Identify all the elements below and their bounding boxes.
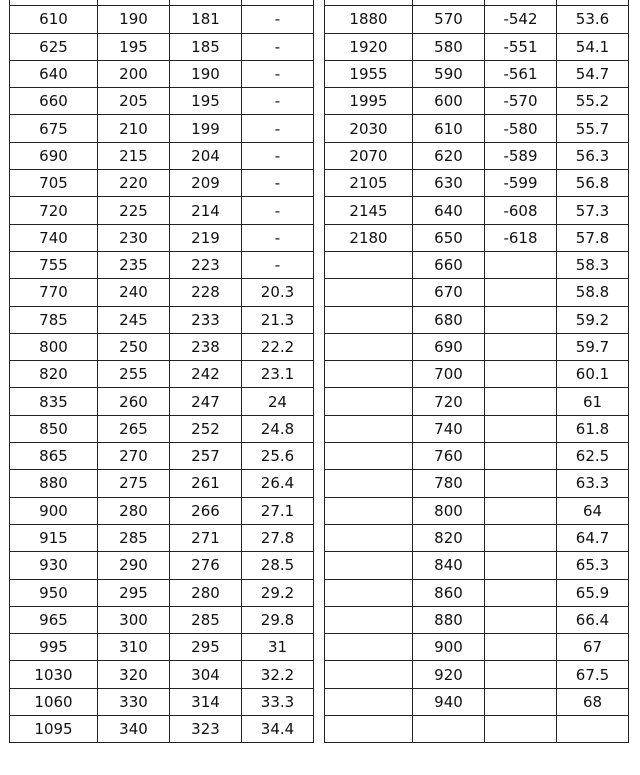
table-row: [10, 661, 314, 688]
table-cell: 32.2: [242, 661, 314, 688]
table-cell: 67: [557, 634, 629, 661]
table-cell: [325, 306, 413, 333]
table-row: [325, 497, 629, 524]
table-cell: 570: [413, 6, 485, 33]
table-row: [10, 115, 314, 142]
table-cell: 271: [170, 524, 242, 551]
table-cell: 640: [413, 197, 485, 224]
table-row: [325, 634, 629, 661]
table-cell: 247: [170, 388, 242, 415]
table-cell: 27.1: [242, 497, 314, 524]
table-cell: [485, 497, 557, 524]
table-row: [10, 197, 314, 224]
table-cell: 228: [170, 279, 242, 306]
table-cell: 63.3: [557, 470, 629, 497]
table-cell: 755: [10, 251, 98, 278]
table-cell: 880: [10, 470, 98, 497]
table-cell: 65.3: [557, 552, 629, 579]
table-cell: 56.8: [557, 170, 629, 197]
table-cell: 190: [170, 60, 242, 87]
table-cell: 800: [10, 333, 98, 360]
table-cell: [485, 333, 557, 360]
table-cell: 915: [10, 524, 98, 551]
table-cell: 1920: [325, 33, 413, 60]
table-cell: 770: [10, 279, 98, 306]
table-cell: 1880: [325, 6, 413, 33]
table-row: [325, 361, 629, 388]
table-cell: 835: [10, 388, 98, 415]
table-cell: 29.2: [242, 579, 314, 606]
table-cell: [485, 443, 557, 470]
table-cell: 26.4: [242, 470, 314, 497]
table-cell: 740: [413, 415, 485, 442]
table-cell: [325, 388, 413, 415]
table-cell: 261: [170, 470, 242, 497]
table-cell: 225: [98, 197, 170, 224]
table-cell: 705: [10, 170, 98, 197]
table-cell: -: [242, 170, 314, 197]
table-row: [10, 552, 314, 579]
table-cell: 740: [10, 224, 98, 251]
table-cell: [325, 524, 413, 551]
table-cell: 275: [98, 470, 170, 497]
table-cell: [325, 333, 413, 360]
table-cell: [485, 415, 557, 442]
table-cell: 276: [170, 552, 242, 579]
table-cell: [485, 251, 557, 278]
table-row: [10, 361, 314, 388]
table-cell: -: [242, 197, 314, 224]
table-cell: 780: [413, 470, 485, 497]
table-cell: [325, 443, 413, 470]
table-row: [325, 306, 629, 333]
table-cell: 675: [10, 115, 98, 142]
table-cell: 720: [10, 197, 98, 224]
table-cell: -: [242, 6, 314, 33]
table-row: [10, 224, 314, 251]
table-cell: 950: [10, 579, 98, 606]
table-cell: [485, 470, 557, 497]
table-cell: 219: [170, 224, 242, 251]
table-cell: 2030: [325, 115, 413, 142]
table-cell: 195: [170, 88, 242, 115]
table-cell: 610: [10, 6, 98, 33]
table-cell: 54.1: [557, 33, 629, 60]
table-cell: 850: [10, 415, 98, 442]
table-cell: 940: [413, 688, 485, 715]
table-cell: 68: [557, 688, 629, 715]
table-cell: 66.4: [557, 606, 629, 633]
table-row: [10, 634, 314, 661]
table-cell: 610: [413, 115, 485, 142]
table-cell: 680: [413, 306, 485, 333]
table-cell: 21.3: [242, 306, 314, 333]
table-cell: 840: [413, 552, 485, 579]
table-cell: 690: [413, 333, 485, 360]
table-row: [325, 197, 629, 224]
table-cell: 720: [413, 388, 485, 415]
table-row: [10, 606, 314, 633]
table-cell: 690: [10, 142, 98, 169]
table-cell: 1955: [325, 60, 413, 87]
table-cell: 820: [413, 524, 485, 551]
table-row: [325, 333, 629, 360]
table-row: [325, 388, 629, 415]
table-cell: 760: [413, 443, 485, 470]
table-cell: 2145: [325, 197, 413, 224]
table-cell: 1095: [10, 716, 98, 743]
table-cell: 57.8: [557, 224, 629, 251]
table-cell: 660: [413, 251, 485, 278]
table-cell: 320: [98, 661, 170, 688]
table-cell: 880: [413, 606, 485, 633]
table-cell: 650: [413, 224, 485, 251]
table-cell: 62.5: [557, 443, 629, 470]
table-cell: 58.3: [557, 251, 629, 278]
table-cell: [325, 251, 413, 278]
table-cell: 323: [170, 716, 242, 743]
table-cell: 280: [98, 497, 170, 524]
table-cell: 285: [98, 524, 170, 551]
table-cell: 295: [170, 634, 242, 661]
table-cell: 620: [413, 142, 485, 169]
table-cell: 920: [413, 661, 485, 688]
table-cell: 785: [10, 306, 98, 333]
table-row: [325, 552, 629, 579]
table-row: [10, 579, 314, 606]
table-row: [325, 170, 629, 197]
table-cell: [325, 661, 413, 688]
table-cell: 61.8: [557, 415, 629, 442]
table-cell: 25.6: [242, 443, 314, 470]
table-row: [10, 306, 314, 333]
table-cell: 67.5: [557, 661, 629, 688]
table-cell: -551: [485, 33, 557, 60]
table-cell: 55.7: [557, 115, 629, 142]
table-cell: 220: [98, 170, 170, 197]
table-cell: 310: [98, 634, 170, 661]
table-cell: 860: [413, 579, 485, 606]
table-cell: [325, 279, 413, 306]
table-cell: 630: [413, 170, 485, 197]
table-row: [325, 415, 629, 442]
table-cell: 2180: [325, 224, 413, 251]
table-cell: 250: [98, 333, 170, 360]
table-cell: 300: [98, 606, 170, 633]
table-cell: 55.2: [557, 88, 629, 115]
table-row: [10, 6, 314, 33]
table-cell: 1030: [10, 661, 98, 688]
table-cell: 280: [170, 579, 242, 606]
table-cell: 22.2: [242, 333, 314, 360]
table-cell: -589: [485, 142, 557, 169]
table-cell: 242: [170, 361, 242, 388]
table-cell: 245: [98, 306, 170, 333]
table-row: [10, 88, 314, 115]
table-cell: [485, 716, 557, 743]
table-row: [10, 33, 314, 60]
table-cell: 214: [170, 197, 242, 224]
table-row: [325, 688, 629, 715]
table-cell: 29.8: [242, 606, 314, 633]
table-cell: 215: [98, 142, 170, 169]
table-cell: 57.3: [557, 197, 629, 224]
table-row: [325, 606, 629, 633]
table-cell: 900: [10, 497, 98, 524]
table-row: [10, 388, 314, 415]
table-cell: 590: [413, 60, 485, 87]
table-cell: [485, 688, 557, 715]
table-cell: [485, 306, 557, 333]
table-cell: 190: [98, 6, 170, 33]
table-row: [325, 60, 629, 87]
table-cell: -: [242, 115, 314, 142]
table-cell: 230: [98, 224, 170, 251]
hardness-table-left: [9, 0, 314, 743]
table-cell: 60.1: [557, 361, 629, 388]
table-cell: [485, 524, 557, 551]
table-cell: [485, 279, 557, 306]
table-row: [325, 224, 629, 251]
table-cell: 670: [413, 279, 485, 306]
table-cell: -618: [485, 224, 557, 251]
table-cell: 240: [98, 279, 170, 306]
table-row: [325, 470, 629, 497]
table-row: [10, 170, 314, 197]
table-cell: [485, 661, 557, 688]
table-cell: [325, 579, 413, 606]
table-cell: [325, 470, 413, 497]
table-row: [10, 443, 314, 470]
table-cell: 252: [170, 415, 242, 442]
table-row: [325, 524, 629, 551]
table-cell: 600: [413, 88, 485, 115]
table-cell: -608: [485, 197, 557, 224]
table-cell: 205: [98, 88, 170, 115]
table-cell: 33.3: [242, 688, 314, 715]
table-row: [325, 279, 629, 306]
table-row: [10, 524, 314, 551]
table-cell: 65.9: [557, 579, 629, 606]
table-cell: 185: [170, 33, 242, 60]
table-cell: [325, 415, 413, 442]
table-cell: [485, 552, 557, 579]
table-cell: -: [242, 33, 314, 60]
table-cell: -599: [485, 170, 557, 197]
table-cell: [325, 361, 413, 388]
table-cell: 304: [170, 661, 242, 688]
table-cell: 266: [170, 497, 242, 524]
table-cell: [485, 606, 557, 633]
table-cell: 330: [98, 688, 170, 715]
table-cell: [557, 716, 629, 743]
table-cell: [485, 634, 557, 661]
table-cell: 24.8: [242, 415, 314, 442]
table-cell: [325, 688, 413, 715]
table-cell: -570: [485, 88, 557, 115]
table-cell: 265: [98, 415, 170, 442]
table-row: [10, 251, 314, 278]
table-row: [325, 579, 629, 606]
table-cell: 995: [10, 634, 98, 661]
table-cell: 260: [98, 388, 170, 415]
table-row: [10, 688, 314, 715]
table-cell: 257: [170, 443, 242, 470]
table-cell: 2105: [325, 170, 413, 197]
table-cell: 700: [413, 361, 485, 388]
table-cell: 64: [557, 497, 629, 524]
table-row: [325, 142, 629, 169]
table-cell: -: [242, 251, 314, 278]
table-cell: 181: [170, 6, 242, 33]
table-cell: -: [242, 142, 314, 169]
table-cell: 61: [557, 388, 629, 415]
table-cell: 314: [170, 688, 242, 715]
table-row: [10, 497, 314, 524]
table-cell: 34.4: [242, 716, 314, 743]
table-cell: 340: [98, 716, 170, 743]
table-cell: [325, 606, 413, 633]
table-row: [10, 60, 314, 87]
table-cell: [485, 579, 557, 606]
table-cell: 900: [413, 634, 485, 661]
table-cell: 204: [170, 142, 242, 169]
table-cell: 270: [98, 443, 170, 470]
table-cell: 20.3: [242, 279, 314, 306]
table-row: [325, 88, 629, 115]
table-cell: 285: [170, 606, 242, 633]
table-row: [325, 115, 629, 142]
table-cell: 64.7: [557, 524, 629, 551]
table-row: [325, 33, 629, 60]
table-cell: -561: [485, 60, 557, 87]
table-cell: 625: [10, 33, 98, 60]
table-cell: 31: [242, 634, 314, 661]
table-cell: -: [242, 60, 314, 87]
table-cell: 195: [98, 33, 170, 60]
table-cell: [413, 716, 485, 743]
table-cell: 27.8: [242, 524, 314, 551]
table-cell: 2070: [325, 142, 413, 169]
table-cell: 290: [98, 552, 170, 579]
table-cell: 255: [98, 361, 170, 388]
table-cell: 210: [98, 115, 170, 142]
table-cell: 59.2: [557, 306, 629, 333]
table-row: [325, 443, 629, 470]
table-cell: -542: [485, 6, 557, 33]
table-row: [10, 279, 314, 306]
table-cell: 24: [242, 388, 314, 415]
table-cell: 209: [170, 170, 242, 197]
table-cell: [485, 361, 557, 388]
table-row: [10, 415, 314, 442]
table-cell: 1060: [10, 688, 98, 715]
table-row: [10, 333, 314, 360]
table-cell: -: [242, 224, 314, 251]
table-cell: 54.7: [557, 60, 629, 87]
table-cell: 235: [98, 251, 170, 278]
table-cell: 200: [98, 60, 170, 87]
table-cell: [325, 634, 413, 661]
table-cell: 820: [10, 361, 98, 388]
hardness-table-right: [324, 0, 629, 743]
table-cell: 1995: [325, 88, 413, 115]
table-row: [10, 716, 314, 743]
table-cell: 640: [10, 60, 98, 87]
table-cell: 223: [170, 251, 242, 278]
table-cell: 23.1: [242, 361, 314, 388]
table-cell: -: [242, 88, 314, 115]
table-cell: 580: [413, 33, 485, 60]
table-row: [325, 251, 629, 278]
table-cell: 53.6: [557, 6, 629, 33]
table-cell: 199: [170, 115, 242, 142]
table-row: [10, 470, 314, 497]
table-cell: 800: [413, 497, 485, 524]
table-cell: 59.7: [557, 333, 629, 360]
table-row: [325, 716, 629, 743]
table-row: [325, 661, 629, 688]
table-cell: [325, 716, 413, 743]
table-cell: 58.8: [557, 279, 629, 306]
table-row: [325, 6, 629, 33]
table-cell: [325, 497, 413, 524]
table-cell: 28.5: [242, 552, 314, 579]
table-cell: 295: [98, 579, 170, 606]
table-cell: 56.3: [557, 142, 629, 169]
table-cell: 930: [10, 552, 98, 579]
table-cell: 233: [170, 306, 242, 333]
table-cell: [485, 388, 557, 415]
table-row: [10, 142, 314, 169]
table-cell: 965: [10, 606, 98, 633]
table-cell: 238: [170, 333, 242, 360]
table-cell: 865: [10, 443, 98, 470]
table-cell: [325, 552, 413, 579]
table-cell: -580: [485, 115, 557, 142]
table-cell: 660: [10, 88, 98, 115]
